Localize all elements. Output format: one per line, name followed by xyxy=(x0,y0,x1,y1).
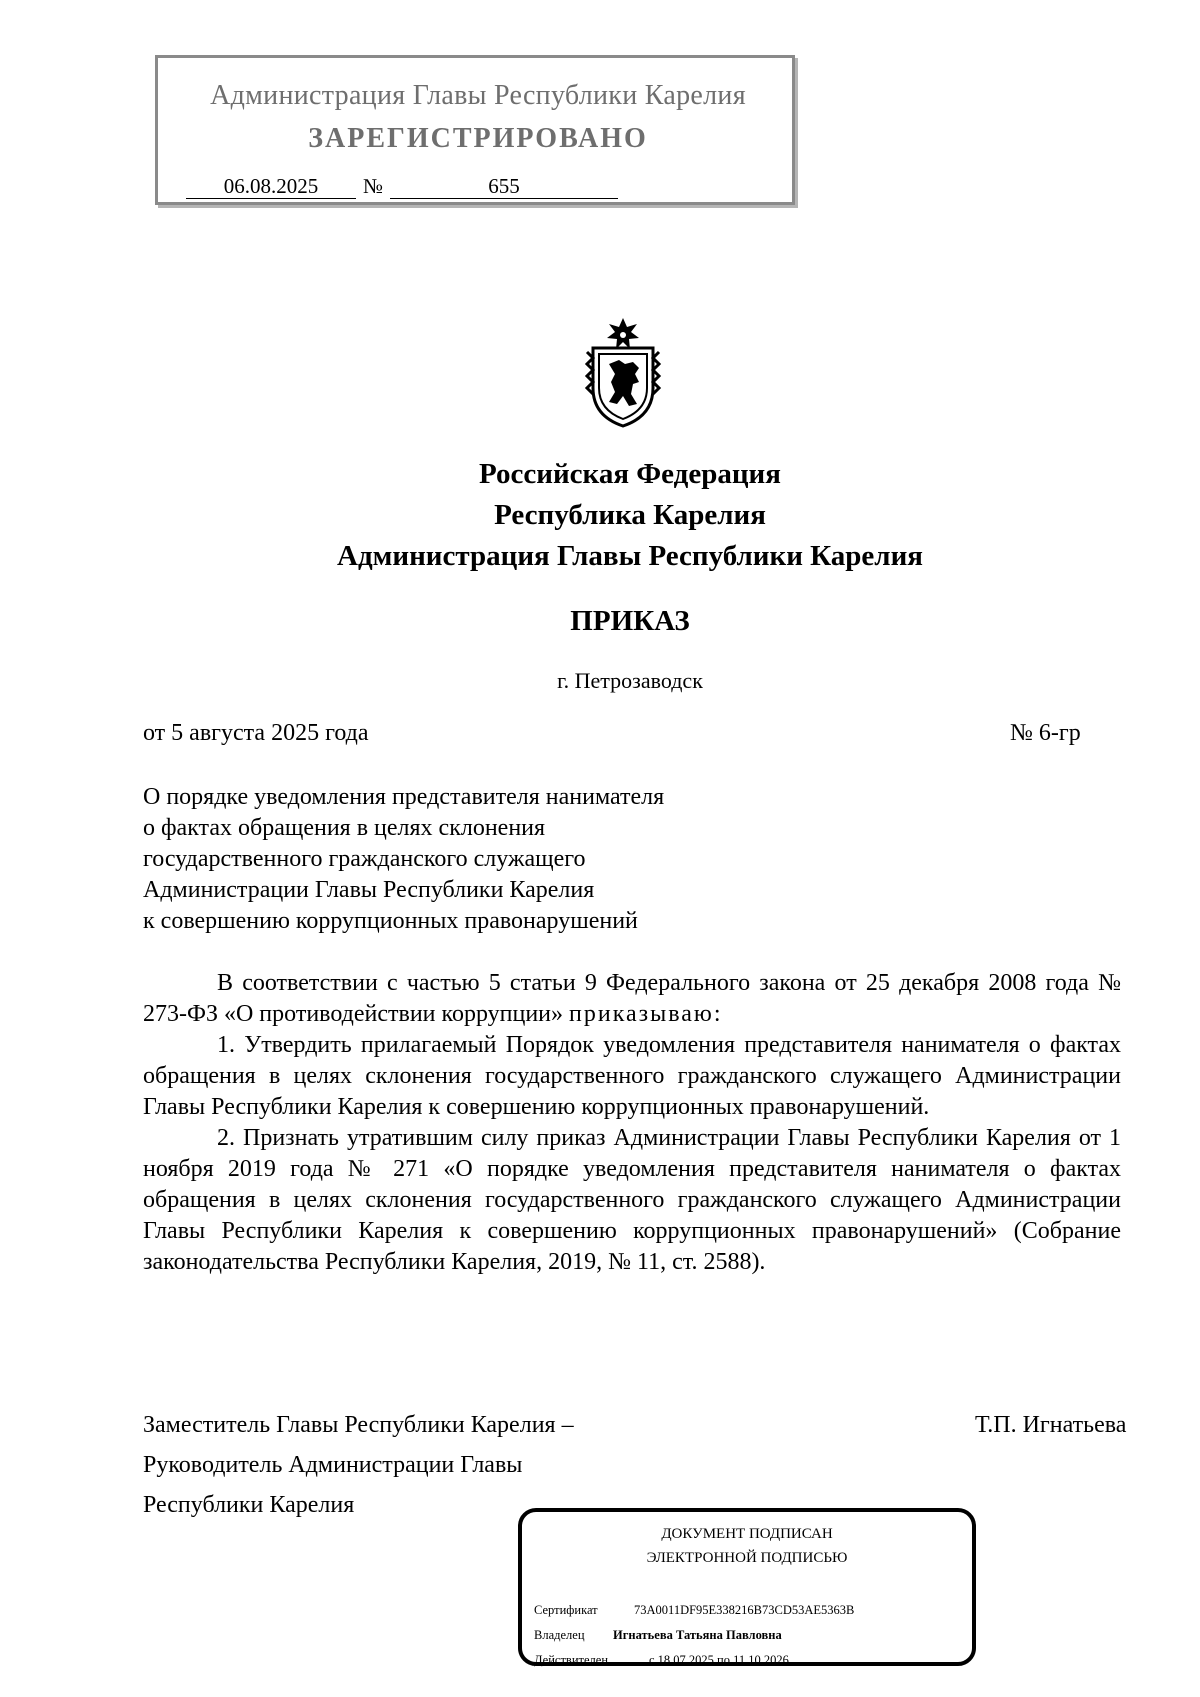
owner-label: Владелец xyxy=(534,1628,585,1642)
registration-number: 655 xyxy=(390,174,618,199)
preamble-text: В соответствии с частью 5 статьи 9 Федерального закона от 25 декабря 2008 года № 273-ФЗ «О противодействии коррупции» xyxy=(143,970,1121,1027)
order-word: приказываю: xyxy=(569,1001,723,1027)
header-country: Российская Федерация xyxy=(479,458,781,490)
registration-number-sign: № xyxy=(363,174,384,198)
owner-value: Игнатьева Татьяна Павловна xyxy=(613,1628,782,1642)
registration-date: 06.08.2025 xyxy=(186,174,356,199)
subject-line: о фактах обращения в целях склонения xyxy=(143,815,546,841)
body-item-1: 1. Утвердить прилагаемый Порядок уведомления представителя нанимателя о фактах обращения в целях склонения государственного гражданского служащего Администрации Главы Республики Карелия к совершению коррупционных правонарушений. xyxy=(143,1032,1121,1120)
signatory-title-line: Республики Карелия xyxy=(143,1492,355,1518)
document-number: № 6-гр xyxy=(1010,720,1081,746)
city: г. Петрозаводск xyxy=(557,668,703,693)
document-body xyxy=(143,968,1121,1278)
registration-stamp xyxy=(155,55,795,205)
document-type: ПРИКАЗ xyxy=(570,605,690,637)
coat-of-arms-icon xyxy=(583,318,663,430)
registration-stamp-status: ЗАРЕГИСТРИРОВАНО xyxy=(308,123,648,154)
esig-title-line2: ЭЛЕКТРОННОЙ ПОДПИСЬЮ xyxy=(646,1550,848,1566)
subject-line: Администрации Главы Республики Карелия xyxy=(143,877,595,903)
signatory-name: Т.П. Игнатьева xyxy=(975,1412,1127,1438)
document-subject xyxy=(143,782,783,937)
registration-stamp-organization: Администрация Главы Республики Карелия xyxy=(210,80,746,111)
header-administration: Администрация Главы Республики Карелия xyxy=(337,540,923,572)
signatory-title-line: Руководитель Администрации Главы xyxy=(143,1452,523,1478)
subject-line: государственного гражданского служащего xyxy=(143,846,586,872)
subject-line: к совершению коррупционных правонарушений xyxy=(143,908,638,934)
certificate-label: Сертификат xyxy=(534,1603,598,1617)
body-preamble xyxy=(143,968,1121,1030)
document-date: от 5 августа 2025 года xyxy=(143,720,369,746)
signatory-title-line: Заместитель Главы Республики Карелия – xyxy=(143,1412,574,1438)
subject-line: О порядке уведомления представителя нанимателя xyxy=(143,784,665,810)
esig-title-line1: ДОКУМЕНТ ПОДПИСАН xyxy=(661,1526,833,1542)
header-republic: Республика Карелия xyxy=(494,499,766,531)
validity-label: Действителен xyxy=(534,1653,609,1667)
electronic-signature-stamp xyxy=(518,1508,976,1666)
validity-value: с 18.07.2025 по 11.10.2026 xyxy=(649,1653,789,1667)
certificate-value: 73A0011DF95E338216B73CD53AE5363B xyxy=(634,1603,855,1617)
body-item-2: 2. Признать утратившим силу приказ Администрации Главы Республики Карелия от 1 ноября 2019 года № 271 «О порядке уведомления представителя нанимателя о фактах обращения в целях склонения государственного гражданского служащего Администрации Главы Республики Карелия к совершению коррупционных правонарушений» (Собрание законодательства Республики Карелия, 2019, № 11, ст. 2588). xyxy=(143,1125,1121,1275)
signatory-title xyxy=(143,1405,763,1525)
